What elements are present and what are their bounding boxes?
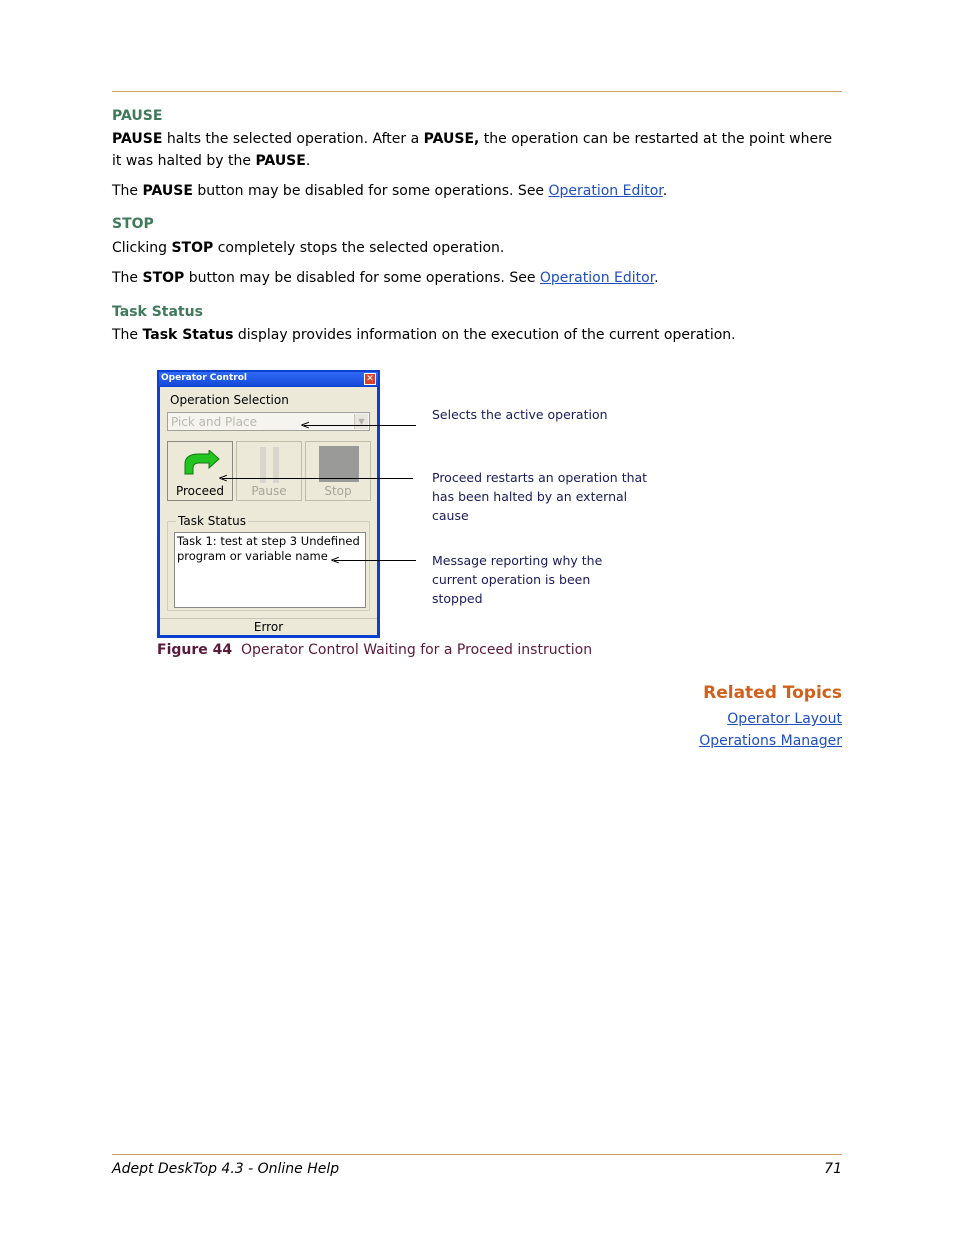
stop-p2-bold: STOP (142, 270, 185, 286)
window-titlebar (159, 372, 378, 386)
callout-arrow-1: < (300, 418, 311, 432)
operator-layout-link[interactable]: Operator Layout (727, 711, 842, 727)
pause-p2-post: . (662, 183, 668, 199)
pause-bold-2: PAUSE, (423, 131, 480, 147)
pause-text-2: the operation can be restarted at the point where it was halted by the (112, 131, 833, 169)
stop-heading: STOP (112, 216, 154, 232)
pause-label: Pause (251, 484, 287, 498)
related-topics-heading: Related Topics (703, 683, 842, 703)
operation-selection-label: Operation Selection (170, 393, 289, 407)
figure-caption (157, 642, 592, 658)
window-title: Operator Control (161, 373, 247, 383)
figure-caption-label: Figure 44 (157, 642, 233, 658)
pause-heading: PAUSE (112, 108, 163, 124)
task-message-line-1: Task 1: test at step 3 Undefined (177, 534, 360, 548)
pause-bold-3: PAUSE (255, 153, 306, 169)
close-icon[interactable]: ✕ (364, 373, 376, 385)
pause-p2-bold: PAUSE (142, 183, 193, 199)
pause-text-3: . (305, 153, 311, 169)
task-status-group-label: Task Status (178, 514, 246, 528)
task-status-paragraph (112, 324, 842, 346)
callout-arrow-2: < (218, 471, 229, 485)
pause-button[interactable] (236, 441, 302, 501)
pause-text-1: halts the selected operation. After a (162, 131, 424, 147)
stop-paragraph-2 (112, 267, 842, 289)
stop-label: Stop (324, 484, 352, 498)
pause-paragraph-1 (112, 128, 842, 172)
pause-p2-mid: button may be disabled for some operations. See (192, 183, 549, 199)
callout-line-1 (304, 425, 416, 426)
task-status-pre: The (112, 327, 143, 343)
pause-p2-pre: The (112, 183, 143, 199)
operations-manager-link[interactable]: Operations Manager (699, 733, 842, 749)
stop-icon (319, 446, 359, 482)
page-number: 71 (824, 1161, 842, 1177)
callout-line-3 (334, 560, 416, 561)
task-status-bold: Task Status (142, 327, 234, 343)
proceed-icon (181, 450, 221, 478)
pause-bold-1: PAUSE (112, 131, 163, 147)
callout-2: Proceed restarts an operation that has been halted by an external cause (432, 470, 648, 523)
stop-p2-pre: The (112, 270, 143, 286)
stop-paragraph-1 (112, 237, 842, 259)
operation-editor-link-2[interactable]: Operation Editor (539, 270, 655, 286)
operation-editor-link[interactable]: Operation Editor (548, 183, 663, 199)
pause-paragraph-2 (112, 180, 842, 202)
stop-p1-bold: STOP (171, 240, 214, 256)
task-status-memo[interactable] (174, 532, 366, 608)
status-bar: Error (160, 618, 377, 635)
operation-select-value: Pick and Place (171, 415, 257, 429)
callout-1: Selects the active operation (432, 407, 608, 422)
operation-select[interactable] (167, 412, 370, 431)
stop-p1-post: completely stops the selected operation. (213, 240, 505, 256)
callout-arrow-3: < (330, 553, 341, 567)
footer-rule (112, 1154, 842, 1155)
figure-caption-text: Operator Control Waiting for a Proceed instruction (241, 642, 593, 658)
proceed-label: Proceed (175, 484, 225, 498)
stop-button[interactable] (305, 441, 371, 501)
callout-3: Message reporting why the current operation is been stopped (432, 553, 603, 606)
task-message-line-2: program or variable name (177, 549, 328, 563)
chevron-down-icon[interactable]: ▼ (354, 414, 368, 429)
callout-line-2 (222, 478, 413, 479)
task-status-post: display provides information on the execution of the current operation. (233, 327, 736, 343)
footer-title: Adept DeskTop 4.3 - Online Help (112, 1161, 340, 1177)
operator-control-window (157, 370, 380, 638)
stop-p2-post: . (654, 270, 659, 286)
header-rule (112, 91, 842, 92)
stop-p1-pre: Clicking (112, 240, 172, 256)
task-status-heading: Task Status (112, 304, 203, 320)
stop-p2-mid: button may be disabled for some operations. See (184, 270, 540, 286)
